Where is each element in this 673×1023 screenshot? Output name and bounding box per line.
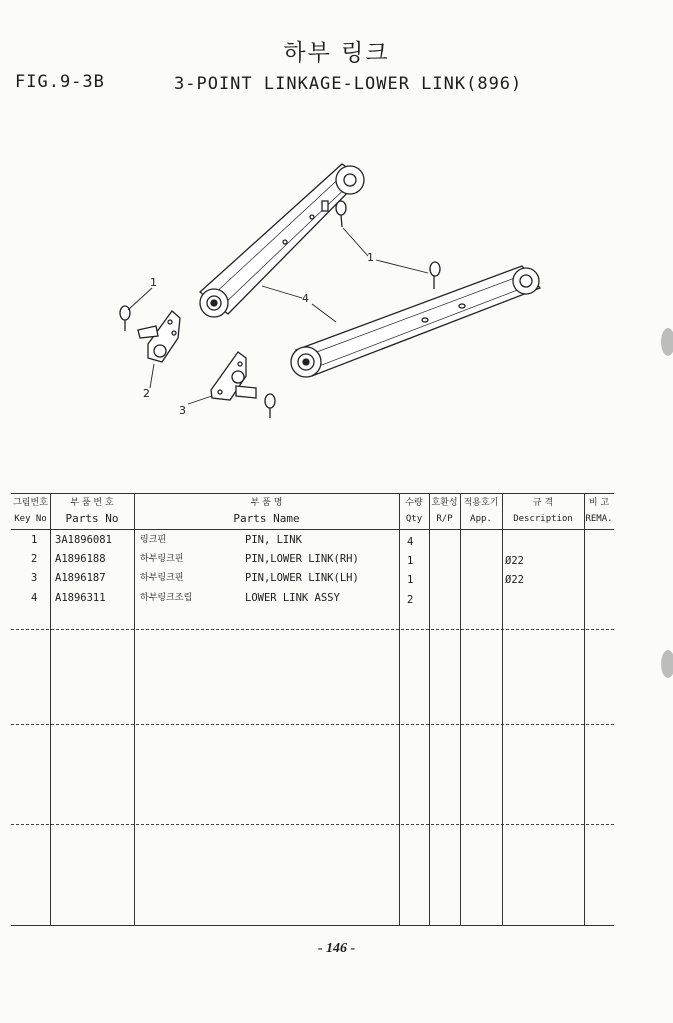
row-parts-no: A1896187	[55, 572, 106, 584]
row-qty: 1	[407, 555, 414, 567]
row-key: 2	[31, 553, 38, 565]
lower-link-pin-lh	[211, 352, 256, 400]
link-pin-2	[430, 262, 440, 289]
row-key: 4	[31, 592, 38, 604]
exploded-parts-drawing	[0, 0, 673, 480]
header-app: 적용호기 App.	[463, 498, 499, 524]
row-description: Ø22	[505, 574, 524, 586]
row-name-ko: 하부링크핀	[140, 573, 184, 583]
row-name: PIN, LINK	[245, 534, 302, 546]
link-pin-4	[265, 394, 275, 418]
header-description: 규 격 Description	[513, 498, 573, 524]
header-remarks: 비 고 REMA.	[585, 498, 613, 524]
page-number: - 146 -	[317, 941, 356, 956]
row-qty: 2	[407, 594, 414, 606]
callout-1: 1	[367, 251, 374, 264]
lower-link-arm-upper	[200, 164, 364, 317]
row-parts-no: A1896311	[55, 592, 106, 604]
row-key: 3	[31, 572, 38, 584]
row-name-ko: 하부링크조립	[140, 593, 193, 603]
link-pin-1	[336, 201, 346, 227]
figure-title: 3-POINT LINKAGE-LOWER LINK(896)	[174, 74, 523, 94]
header-rp: 호환성 R/P	[431, 498, 458, 524]
header-key-no: 그림번호 Key No	[13, 498, 48, 524]
binder-hole	[661, 650, 673, 678]
callout-3: 3	[179, 404, 186, 417]
lower-link-arm-lower	[291, 266, 540, 377]
callout-1: 1	[150, 276, 157, 289]
page-title-korean: 하부 링크	[283, 40, 390, 66]
row-parts-no: 3A1896081	[55, 534, 112, 546]
row-name-ko: 하부링크핀	[140, 554, 184, 564]
row-qty: 4	[407, 536, 414, 548]
row-description: Ø22	[505, 555, 524, 567]
row-key: 1	[31, 534, 38, 546]
row-name: PIN,LOWER LINK(RH)	[245, 553, 359, 565]
row-qty: 1	[407, 574, 414, 586]
lower-link-pin-rh	[138, 311, 180, 362]
callout-4: 4	[302, 292, 309, 305]
figure-number: FIG.9-3B	[15, 72, 105, 92]
row-name-ko: 링크핀	[140, 535, 167, 545]
header-parts-name: 부 품 명 Parts Name	[233, 498, 300, 525]
parts-table	[11, 493, 614, 926]
row-name: LOWER LINK ASSY	[245, 592, 340, 604]
callout-2: 2	[143, 387, 150, 400]
row-parts-no: A1896188	[55, 553, 106, 565]
header-qty: 수량 Qty	[405, 498, 423, 524]
row-name: PIN,LOWER LINK(LH)	[245, 572, 359, 584]
header-parts-no: 부 품 번 호 Parts No	[65, 498, 119, 525]
